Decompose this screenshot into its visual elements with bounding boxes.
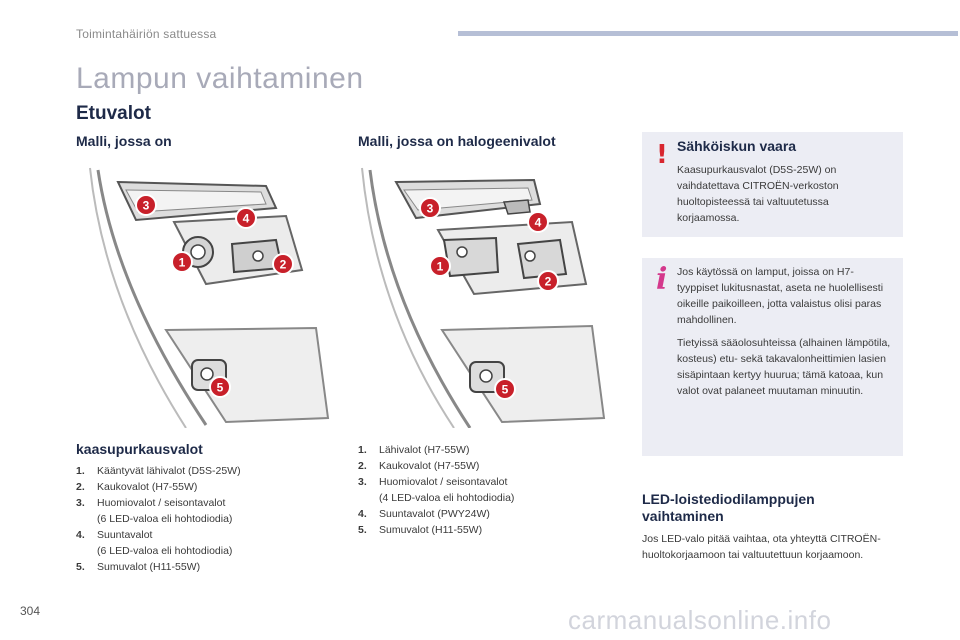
list-item — [76, 559, 346, 575]
callout-4 — [236, 208, 256, 228]
callout-1-number: 1 — [436, 259, 444, 274]
callout-3 — [420, 198, 440, 218]
item-number: 5. — [76, 561, 85, 573]
item-number: 3. — [358, 476, 367, 488]
header-bar — [458, 31, 958, 36]
item-text: Suuntavalot (6 LED-valoa eli hohtodiodia) — [97, 529, 233, 557]
item-text: Suuntavalot (PWY24W) — [379, 508, 490, 520]
list-item — [358, 522, 628, 538]
info-icon: i — [656, 262, 668, 297]
section-title: Etuvalot — [76, 103, 151, 124]
item-text: Huomiovalot / seisontavalot (4 LED-valoa eli hohtodiodia) — [379, 476, 515, 504]
callout-3 — [136, 195, 156, 215]
page-title: Lampun vaihtaminen — [76, 62, 364, 95]
callout-5 — [210, 377, 230, 397]
item-number: 4. — [76, 529, 85, 541]
item-text: Sumuvalot (H11-55W) — [97, 561, 201, 573]
xenon-headlamp-illustration — [76, 160, 344, 428]
watermark: carmanualsonline.info — [568, 605, 832, 635]
callout-2 — [538, 271, 558, 291]
callout-2-number: 2 — [279, 257, 287, 272]
list-item — [358, 506, 628, 522]
list-item — [358, 458, 628, 474]
exclamation-icon: ! — [656, 140, 668, 170]
list-item — [76, 527, 346, 559]
halogen-headlamp-illustration — [358, 160, 620, 428]
callout-2-number: 2 — [544, 274, 552, 289]
middle-heading: Malli, jossa on halogeenivalot — [358, 133, 556, 149]
left-bulb-list — [76, 463, 346, 575]
callout-3-number: 3 — [142, 198, 150, 213]
callout-1-number: 1 — [178, 255, 186, 270]
item-number: 1. — [76, 465, 85, 477]
warning-text: Kaasupurkausvalot (D5S-25W) on vaihdatettava CITROËN-verkoston huoltopisteessä tai valtuutetussa korjaamossa. — [677, 164, 839, 224]
warning-box — [642, 132, 903, 237]
warning-title: Sähköiskun vaara — [677, 138, 797, 154]
callout-2 — [273, 254, 293, 274]
middle-bulb-list — [358, 442, 628, 538]
item-text: Sumuvalot (H11-55W) — [379, 524, 483, 536]
item-text: Lähivalot (H7-55W) — [379, 444, 470, 456]
item-number: 3. — [76, 497, 85, 509]
callout-3-number: 3 — [426, 201, 434, 216]
item-text: Kaukovalot (H7-55W) — [379, 460, 480, 472]
list-item — [358, 442, 628, 458]
callout-4-number: 4 — [534, 215, 542, 230]
callout-5-number: 5 — [501, 382, 509, 397]
info-box — [642, 258, 903, 456]
led-text: Jos LED-valo pitää vaihtaa, ota yhteyttä CITROËN-huoltokorjaamoon tai valtuutettuun korjaamoon. — [642, 533, 881, 561]
callout-5 — [495, 379, 515, 399]
callout-1 — [430, 256, 450, 276]
page-number: 304 — [20, 604, 41, 618]
item-number: 5. — [358, 524, 367, 536]
running-header: Toimintahäiriön sattuessa — [76, 27, 217, 41]
item-text: Kääntyvät lähivalot (D5S-25W) — [97, 465, 241, 477]
left-heading: Malli, jossa on — [76, 133, 172, 149]
callout-4-number: 4 — [242, 211, 250, 226]
callout-5-number: 5 — [216, 380, 224, 395]
item-text: Kaukovalot (H7-55W) — [97, 481, 198, 493]
item-number: 2. — [76, 481, 85, 493]
item-number: 4. — [358, 508, 367, 520]
callout-4 — [528, 212, 548, 232]
info-paragraph-2: Tietyissä sääolosuhteissa (alhainen lämpötila, kosteus) etu- sekä takavalonheittimien lasien sisäpintaan kertyy huurua; tämä katoaa, kun valot ovat palaneet muutaman minuutin. — [677, 337, 891, 397]
item-text: Huomiovalot / seisontavalot (6 LED-valoa eli hohtodiodia) — [97, 497, 233, 525]
left-list-heading: kaasupurkausvalot — [76, 441, 203, 457]
list-item — [76, 495, 346, 527]
info-paragraph-1: Jos käytössä on lamput, joissa on H7-tyyppiset lukitusnastat, aseta ne huolellisesti oikeille paikoilleen, jotta valaistus olisi paras mahdollinen. — [677, 266, 884, 326]
item-number: 1. — [358, 444, 367, 456]
list-item — [358, 474, 628, 506]
led-title: LED-loistediodilamppujen vaihtaminen — [642, 491, 815, 524]
list-item — [76, 463, 346, 479]
callout-1 — [172, 252, 192, 272]
list-item — [76, 479, 346, 495]
item-number: 2. — [358, 460, 367, 472]
